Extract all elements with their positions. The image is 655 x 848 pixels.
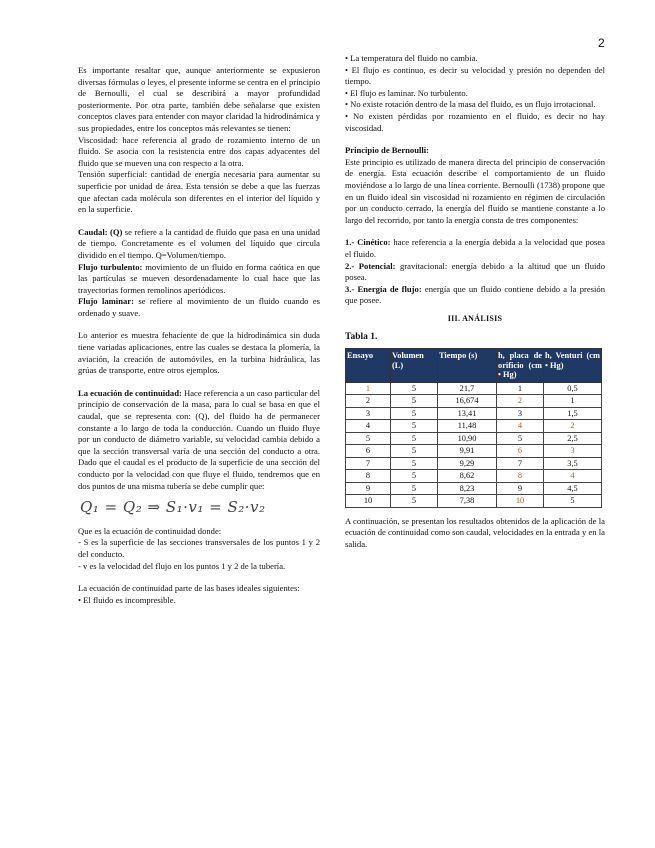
table-cell: 10,90 xyxy=(438,432,497,445)
table-cell: 0,5 xyxy=(544,382,602,395)
table-cell: 5 xyxy=(391,482,438,495)
header-placa: h, placa de orificio (cm • Hg) xyxy=(497,349,544,383)
table-cell: 5 xyxy=(391,457,438,470)
table-cell: 3,5 xyxy=(544,457,602,470)
bernoulli-heading-text: Principio de Bernoulli: xyxy=(345,145,430,156)
table-cell: 5 xyxy=(497,432,544,445)
table-cell: 9 xyxy=(346,482,391,495)
table-cell: 4 xyxy=(544,470,602,483)
table-cell: 4 xyxy=(497,420,544,433)
table-cell: 8 xyxy=(346,470,391,483)
table-cell: 2 xyxy=(544,420,602,433)
comp1-label: 1.- Cinético: xyxy=(345,237,391,248)
laminar-definition xyxy=(78,296,320,319)
table-cell: 2 xyxy=(497,395,544,408)
header-tiempo: Tiempo (s) xyxy=(438,349,497,383)
continuidad-text: Hace referencia a un caso particular del principio de conservación de la masa, para lo cual se basa en que el caudal, que se representa con: (Q), del fluido ha de permanecer constante a lo largo de toda la conducción. Cuando un fluido fluye por un conducto de diámetro variable, su velocidad cambia debido a que la sección transversal varía de una sección del conducto a otra. Dado que el caudal es el producto de la superficie de una sección del conducto por la velocidad con que fluye el fluido, tendremos que en dos puntos de una misma tubería se debe cumplir que: xyxy=(78,387,320,491)
table-cell: 13,41 xyxy=(438,407,497,420)
table-cell: 5 xyxy=(391,395,438,408)
table-cell: 6 xyxy=(346,445,391,458)
table-cell: 8,62 xyxy=(438,470,497,483)
component-flujo xyxy=(345,284,605,307)
table-cell: 11,48 xyxy=(438,420,497,433)
table-cell: 1 xyxy=(544,395,602,408)
continuidad-paragraph xyxy=(78,388,320,492)
donde-s-line: - S es la superficie de las secciones transversales de los puntos 1 y 2 del conducto. xyxy=(78,537,320,559)
table-row xyxy=(346,495,602,508)
comp3-text: energía que un fluido contiene debido a la presión que posee. xyxy=(345,283,605,306)
caudal-definition xyxy=(78,227,320,262)
after-table-paragraph: A continuación, se presentan los resultados obtenidos de la aplicación de la ecuación de continuidad como son caudal, velocidades en la entrada y en la salida. xyxy=(345,515,605,549)
table-cell: 7 xyxy=(346,457,391,470)
turbulento-label: Flujo turbulento: xyxy=(78,261,143,272)
bullet-continuo: • El flujo es continuo, es decir su velocidad y presión no dependen del tiempo. xyxy=(345,64,605,87)
table-caption: Tabla 1. xyxy=(345,332,378,343)
bullet-laminar: • El flujo es laminar. No turbulento. xyxy=(345,87,468,98)
aplicaciones-paragraph: Lo anterior es muestra fehaciente de que la hidrodinámica sin duda tiene variadas aplicaciones, entre las cuales se destaca la plomería, la aviación, la creación de automóviles, en la turbina hidráulica, las grúas de transporte, entre otros ejemplos. xyxy=(78,330,320,376)
table-cell: 2 xyxy=(346,395,391,408)
table-cell: 5 xyxy=(346,432,391,445)
table-cell: 2,5 xyxy=(544,432,602,445)
component-cinetico xyxy=(345,237,605,260)
table-cell: 7 xyxy=(497,457,544,470)
comp3-label: 3.- Energía de flujo: xyxy=(345,283,422,294)
caudal-label: Caudal: (Q) xyxy=(78,226,123,237)
table-cell: 10 xyxy=(497,495,544,508)
caudal-text: se refiere a la cantidad de fluido que pasa en una unidad de tiempo. Concretamente es el volumen del líquido que circula dividido en el tiempo. Q=Volumen/tiempo. xyxy=(78,226,320,260)
table-cell: 3 xyxy=(497,407,544,420)
table-row xyxy=(346,407,602,420)
intro-paragraph: Es importante resaltar que, aunque anteriormente se expusieron diversas fórmulas o leyes, el presente informe se centra en el principio de Bernoulli, el cual se describirá a mayor profundidad posteriormente. Por otra parte, también debe señalarse que existen conceptos claves para entender con mayor claridad la hidrodinámica y sus propiedades, entre los conceptos más relevantes se tienen: xyxy=(78,65,320,133)
table-cell: 5 xyxy=(391,470,438,483)
component-potencial xyxy=(345,261,605,284)
table-cell: 21,7 xyxy=(438,382,497,395)
table-cell: 8,23 xyxy=(438,482,497,495)
table-cell: 1,5 xyxy=(544,407,602,420)
table-row xyxy=(346,382,602,395)
table-cell: 1 xyxy=(497,382,544,395)
table-cell: 5 xyxy=(391,420,438,433)
table-cell: 3 xyxy=(346,407,391,420)
viscosidad-definition: Viscosidad: hace referencia al grado de rozamiento interno de un fluido. Se asocia con la resistencia entre dos capas adyacentes del fluido que se mueven una con respecto a la otra. xyxy=(78,134,320,168)
table-cell: 3 xyxy=(544,445,602,458)
table-cell: 10 xyxy=(346,495,391,508)
turbulento-text: movimiento de un fluido en forma caótica en que las partículas se mueven desordenadamente lo cual hace que las trayectorias formen remolinos aperiódicos. xyxy=(78,261,320,295)
continuity-equation: Q₁ = Q₂ ⇒ S₁·v₁ = S₂·v₂ xyxy=(80,498,266,517)
table-cell: 4,5 xyxy=(544,482,602,495)
comp2-label: 2.- Potencial: xyxy=(345,260,396,271)
table-cell: 16,674 xyxy=(438,395,497,408)
laminar-text: se refiere al movimiento de un fluido cuando es ordenado y suave. xyxy=(78,296,320,318)
table-cell: 1 xyxy=(346,382,391,395)
table-cell: 8 xyxy=(497,470,544,483)
turbulento-definition xyxy=(78,262,320,297)
table-row xyxy=(346,395,602,408)
table-cell: 6 xyxy=(497,445,544,458)
table-cell: 5 xyxy=(391,382,438,395)
table-row xyxy=(346,420,602,433)
table-header-row xyxy=(346,349,602,383)
bullet-incompresible: • El fluido es incompresible. xyxy=(78,594,176,605)
table-cell: 5 xyxy=(391,495,438,508)
table-cell: 5 xyxy=(391,445,438,458)
table-cell: 4 xyxy=(346,420,391,433)
comp2-text: gravitacional: energía debido a la altitud que un fluido posea. xyxy=(345,260,605,283)
laminar-label: Flujo laminar: xyxy=(78,296,134,307)
bernoulli-heading xyxy=(345,145,605,157)
header-venturi: h, Venturi (cm • Hg) xyxy=(544,349,602,383)
header-volumen: Volumen (L) xyxy=(391,349,438,383)
bullet-rotacion: • No existe rotación dentro de la masa del fluido, es un flujo irrotacional. xyxy=(345,99,596,110)
bases-paragraph: La ecuación de continuidad parte de las bases ideales siguientes: xyxy=(78,583,300,594)
table-cell: 5 xyxy=(544,495,602,508)
table-row xyxy=(346,457,602,470)
table-cell: 9,91 xyxy=(438,445,497,458)
section-heading: III. ANÁLISIS xyxy=(447,313,503,323)
bullet-rozamiento: • No existen pérdidas por rozamiento en el fluido, es decir no hay viscosidad. xyxy=(345,110,605,133)
table-row xyxy=(346,470,602,483)
bullet-temperatura: • La temperatura del fluido no cambia. xyxy=(345,53,478,63)
continuidad-label: La ecuación de continuidad: xyxy=(78,387,182,398)
table-row xyxy=(346,432,602,445)
right-column xyxy=(345,53,605,550)
table-cell: 5 xyxy=(391,432,438,445)
left-column xyxy=(78,65,320,606)
comp1-text: hace referencia a la energía debida a la velocidad que posea el fluido. xyxy=(345,237,605,259)
table-cell: 9 xyxy=(497,482,544,495)
header-ensayo: Ensayo xyxy=(346,349,391,383)
donde-v-line: - v es la velocidad del flujo en los puntos 1 y 2 de la tubería. xyxy=(78,560,286,571)
bernoulli-paragraph: Este principio es utilizado de manera directa del principio de conservación de energía. Esta ecuación describe el comportamiento de un fluido moviéndose a lo largo de una línea corriente. Bernoulli (1738) propone que en un fluido ideal sin viscosidad ni rozamiento en régimen de circulación por un conducto cerrado, la energía del fluido se mantiene constante a lo largo del recorrido, por tanto la energía consta de tres componentes: xyxy=(345,156,605,225)
table-cell: 7,38 xyxy=(438,495,497,508)
table-cell: 9,29 xyxy=(438,457,497,470)
table-cell: 5 xyxy=(391,407,438,420)
page-number: 2 xyxy=(598,36,605,50)
results-table xyxy=(345,348,602,508)
tension-definition: Tensión superficial: cantidad de energía necesaria para aumentar su superficie por unidad de área. Esta tensión se debe a que las fuerzas que afectan cada molécula son diferentes en el interior del líquido y en la superficie. xyxy=(78,169,320,215)
table-row xyxy=(346,445,602,458)
table-row xyxy=(346,482,602,495)
donde-line: Que es la ecuación de continuidad donde: xyxy=(78,525,222,536)
